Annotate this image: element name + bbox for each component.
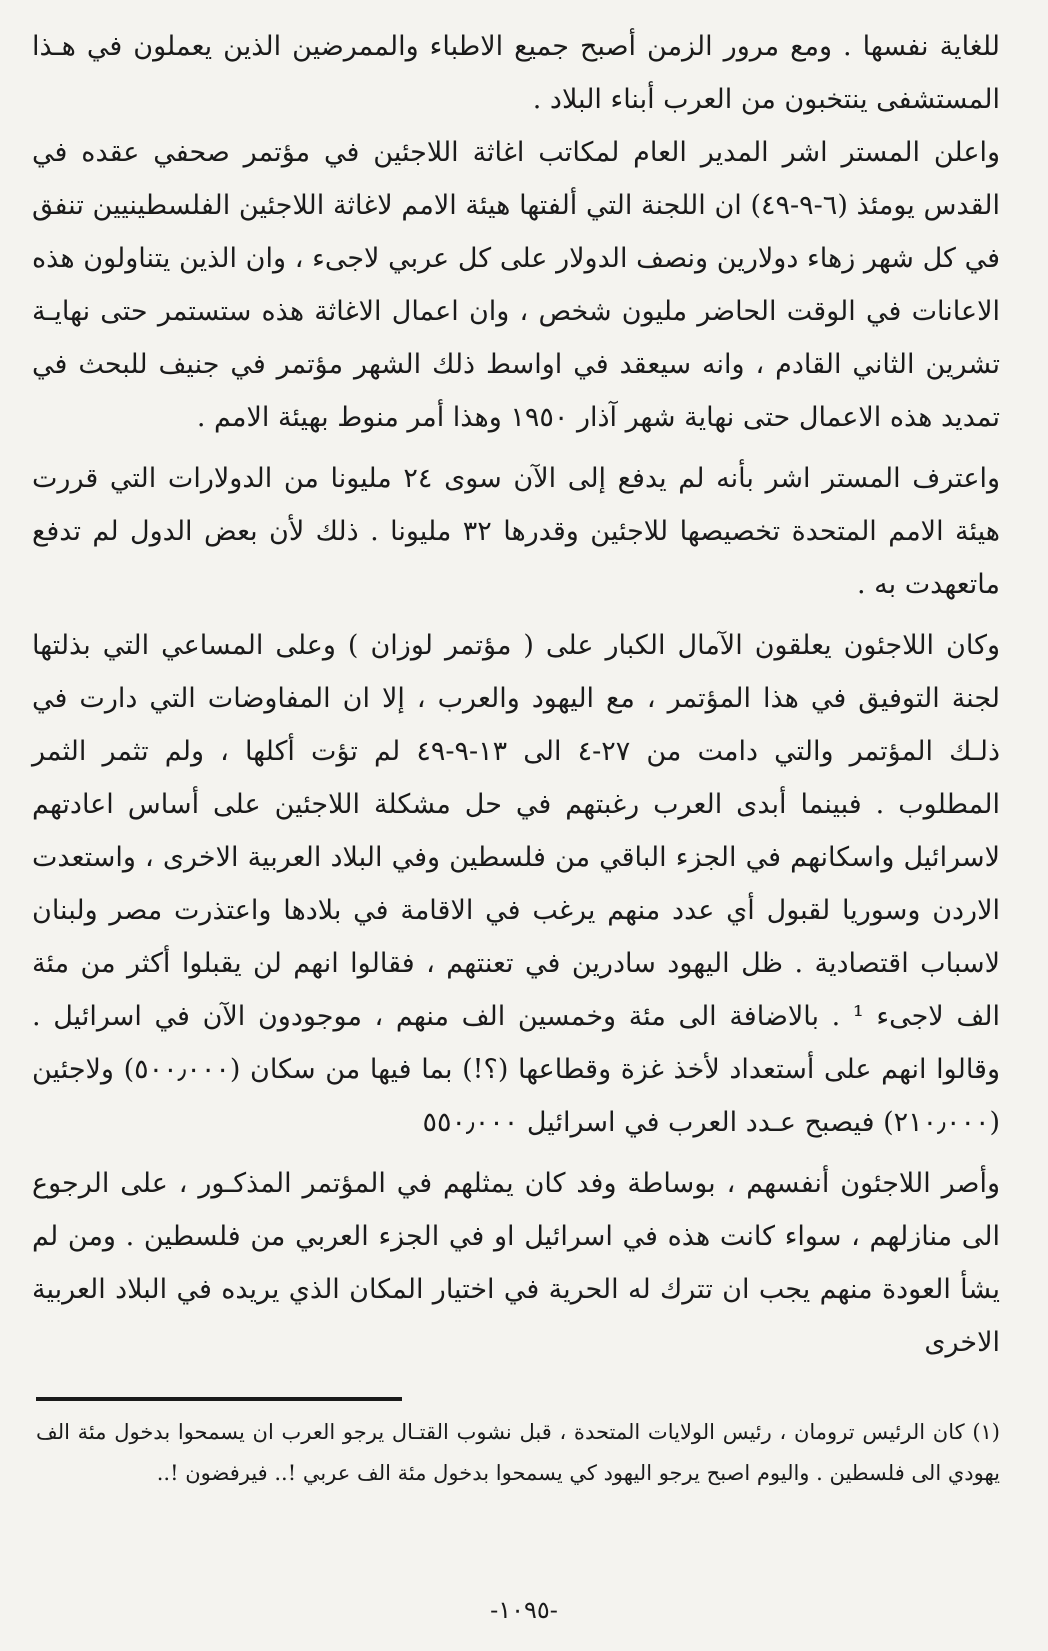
paragraph-4: وكان اللاجئون يعلقون الآمال الكبار على ( مؤتمر لوزان ) وعلى المساعي التي بذلتها لجنة التوفيق في هذا المؤتمر ، مع اليهود والعرب ، إلا ان المفاوضات التي دارت في ذلـك المؤتمر والتي دامت من ٢٧-٤ الى ١٣-٩-٤٩ لم تؤت أكلها ، ولم تثمر الثمر المطلوب . فبينما أبدى العرب رغبتهم في حل مشكلة اللاجئين على أساس اعادتهم لاسرائيل واسكانهم في الجزء الباقي من فلسطين وفي البلاد العربية الاخرى ، واستعدت الاردن وسوريا لقبول أي عدد منهم يرغب في الاقامة في بلادها واعتذرت مصر ولبنان لاسباب اقتصادية . ظل اليهود سادرين في تعنتهم ، فقالوا انهم لن يقبلوا أكثر من مئة الف لاجىء ¹ . بالاضافة الى مئة وخمسين الف منهم ، موجودون الآن في اسرائيل . وقالوا انهم على أستعداد لأخذ غزة وقطاعها (؟!) بما فيها من سكان (٥٠٠٫٠٠٠) ولاجئين (٢١٠٫٠٠٠) فيصبح عـدد العرب في اسرائيل ٥٥٠٫٠٠٠	[32, 630, 1001, 1138]
footnote	[36, 1412, 1000, 1494]
footnote-text: (١) كان الرئيس ترومان ، رئيس الولايات المتحدة ، قبل نشوب القتـال يرجو العرب ان يسمحوا بدخول مئة الف يهودي الى فلسطين . واليوم اصبح يرجو اليهود كي يسمحوا بدخول مئة الف عربي !.. فيرفضون !..	[36, 1420, 1000, 1485]
page-number: -١٠٩٥-	[490, 1596, 558, 1624]
paragraph-1: للغاية نفسها . ومع مرور الزمن أصبح جميع الاطباء والممرضين الذين يعملون في هـذا المستشفى ينتخبون من العرب أبناء البلاد .	[32, 31, 1000, 115]
paragraph-2: واعلن المستر اشر المدير العام لمكاتب اغاثة اللاجئين في مؤتمر صحفي عقده في القدس يومئذ (٦-٩-٤٩) ان اللجنة التي ألفتها هيئة الامم لاغاثة اللاجئين الفلسطينيين تنفق في كل شهر زهاء دولارين ونصف الدولار على كل عربي لاجىء ، وان الذين يتناولون هذه الاعانات في الوقت الحاضر مليون شخص ، وان اعمال الاغاثة هذه ستستمر حتى نهايـة تشرين الثاني القادم ، وانه سيعقد في اواسط ذلك الشهر مؤتمر في جنيف للبحث في تمديد هذه الاعمال حتى نهاية شهر آذار ١٩٥٠ وهذا أمر منوط بهيئة الامم .	[32, 137, 1000, 433]
paragraph-5: وأصر اللاجئون أنفسهم ، بوساطة وفد كان يمثلهم في المؤتمر المذكـور ، على الرجوع الى منازلهم ، سواء كانت هذه في اسرائيل او في الجزء العربي من فلسطين . ومن لم يشأ العودة منهم يجب ان تترك له الحرية في اختيار المكان الذي يريده في البلاد العربية الاخرى	[32, 1168, 1001, 1358]
paragraph-3: واعترف المستر اشر بأنه لم يدفع إلى الآن سوى ٢٤ مليونا من الدولارات التي قررت هيئة الامم المتحدة تخصيصها للاجئين وقدرها ٣٢ مليونا . ذلك لأن بعض الدول لم تدفع ماتعهدت به .	[32, 463, 1001, 600]
footnote-separator	[36, 1397, 402, 1401]
main-text	[32, 20, 1000, 1369]
